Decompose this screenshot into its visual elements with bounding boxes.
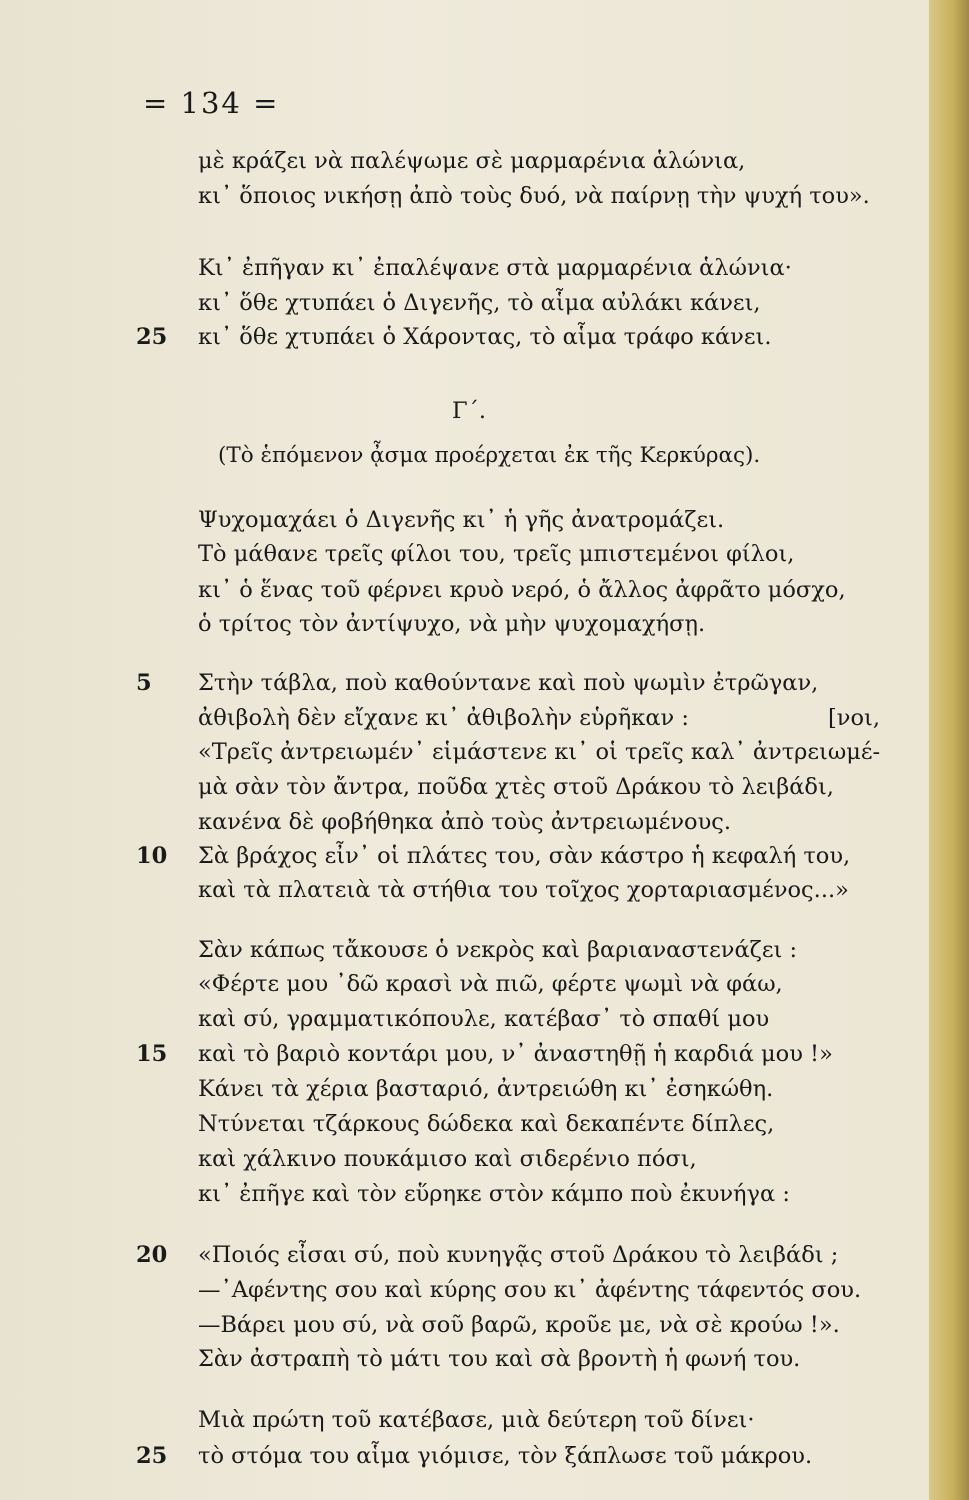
verse-line: «Ποιός εἶσαι σύ, ποὺ κυνηγᾷς στοῦ Δράκου τὸ λειβάδι ; — [198, 1242, 839, 1268]
line-number: 15 — [136, 1041, 168, 1067]
line-number: 5 — [136, 670, 152, 696]
verse-line: Κι᾿ ἐπῆγαν κι᾿ ἐπαλέψανε στὰ μαρμαρένια ἁλώνια· — [198, 255, 792, 281]
verse-line: «Τρεῖς ἀντρειωμέν᾿ εἱμάστενε κι᾿ οἱ τρεῖς καλ᾿ ἀντρειωμέ- — [198, 739, 881, 765]
verse-line: καὶ τὰ πλατειὰ τὰ στήθια του τοῖχος χορταριασμένος...» — [198, 877, 849, 903]
verse-line: Κάνει τὰ χέρια βασταριό, ἀντρειώθη κι᾿ ἐσηκώθη. — [198, 1076, 774, 1102]
verse-line: Μιὰ πρώτη τοῦ κατέβασε, μιὰ δεύτερη τοῦ δίνει· — [198, 1407, 755, 1433]
verse-line: ὁ τρίτος τὸν ἀντίψυχο, νὰ μὴν ψυχομαχήσῃ. — [198, 611, 706, 637]
verse-line: Ψυχομαχάει ὁ Διγενῆς κι᾿ ἡ γῆς ἀνατρομάζει. — [198, 507, 725, 533]
verse-line: καὶ τὸ βαριὸ κοντάρι μου, ν᾿ ἀναστηθῇ ἡ καρδιά μου !» — [198, 1041, 833, 1067]
verse-line: ἀθιβολὴ δὲν εἴχανε κι᾿ ἀθιβολὴν εὑρῆκαν : — [198, 705, 689, 731]
verse-line: κι᾿ ὅποιος νικήσῃ ἀπὸ τοὺς δυό, νὰ παίρνῃ τὴν ψυχή του». — [198, 183, 870, 209]
verse-line: —᾿Αφέντης σου καὶ κύρης σου κι᾿ ἀφέντης τάφεντός σου. — [198, 1277, 862, 1303]
verse-line: Στὴν τάβλα, ποὺ καθούντανε καὶ ποὺ ψωμὶν ἐτρῶγαν, — [198, 670, 819, 696]
verse-line: Σὰν κάπως τἄκουσε ὁ νεκρὸς καὶ βαριαναστενάζει : — [198, 937, 798, 963]
verse-line: Σὰν ἀστραπὴ τὸ μάτι του καὶ σὰ βροντὴ ἡ φωνή του. — [198, 1346, 801, 1372]
verse-line: κι᾿ ἐπῆγε καὶ τὸν εὕρηκε στὸν κάμπο ποὺ ἐκυνήγα : — [198, 1181, 790, 1207]
verse-line: μὰ σὰν τὸν ἄντρα, ποῦδα χτὲς στοῦ Δράκου τὸ λειβάδι, — [198, 774, 834, 800]
verse-line: κανένα δὲ φοβήθηκα ἀπὸ τοὺς ἀντρειωμένους. — [198, 809, 732, 835]
line-number: 25 — [136, 324, 168, 350]
line-number: 10 — [136, 843, 168, 869]
section-letter: Γ΄. — [452, 398, 487, 424]
line-number: 20 — [136, 1242, 168, 1268]
verse-line: μὲ κράζει νὰ παλέψωμε σὲ μαρμαρένια ἁλώνια, — [198, 148, 746, 174]
verse-line: Ντύνεται τζάρκους δώδεκα καὶ δεκαπέντε δίπλες, — [198, 1111, 775, 1137]
page-number-header: = 134 = — [143, 86, 280, 120]
page-edge — [929, 0, 969, 1500]
verse-line: κι᾿ ὅθε χτυπάει ὁ Χάροντας, τὸ αἷμα τράφο κάνει. — [198, 324, 772, 350]
verse-line: τὸ στόμα του αἷμα γιόμισε, τὸν ξάπλωσε τοῦ μάκρου. — [198, 1443, 813, 1469]
verse-line: καὶ σύ, γραμματικόπουλε, κατέβασ᾿ τὸ σπαθί μου — [198, 1006, 770, 1032]
verse-line: —Βάρει μου σύ, νὰ σοῦ βαρῶ, κροῦε με, νὰ σὲ κρούω !». — [198, 1312, 840, 1338]
line-number: 25 — [136, 1443, 168, 1469]
verse-line: Τὸ μάθανε τρεῖς φίλοι του, τρεῖς μπιστεμένοι φίλοι, — [198, 541, 795, 567]
verse-line: Σὰ βράχος εἶν᾿ οἱ πλάτες του, σὰν κάστρο ἡ κεφαλή του, — [198, 843, 851, 869]
verse-continuation: [νοι, — [828, 705, 880, 731]
verse-line: καὶ χάλκινο πουκάμισο καὶ σιδερένιο πόσι, — [198, 1146, 697, 1172]
verse-line: «Φέρτε μου ᾿δῶ κρασὶ νὰ πιῶ, φέρτε ψωμὶ νὰ φάω, — [198, 971, 783, 997]
verse-line: κι᾿ ὅθε χτυπάει ὁ Διγενῆς, τὸ αἷμα αὐλάκι κάνει, — [198, 290, 761, 316]
section-note: (Τὸ ἑπόμενον ᾆσμα προέρχεται ἐκ τῆς Κερκύρας). — [218, 443, 761, 468]
verse-line: κι᾿ ὁ ἕνας τοῦ φέρνει κρυὸ νερό, ὁ ἄλλος ἀφρᾶτο μόσχο, — [198, 577, 846, 603]
